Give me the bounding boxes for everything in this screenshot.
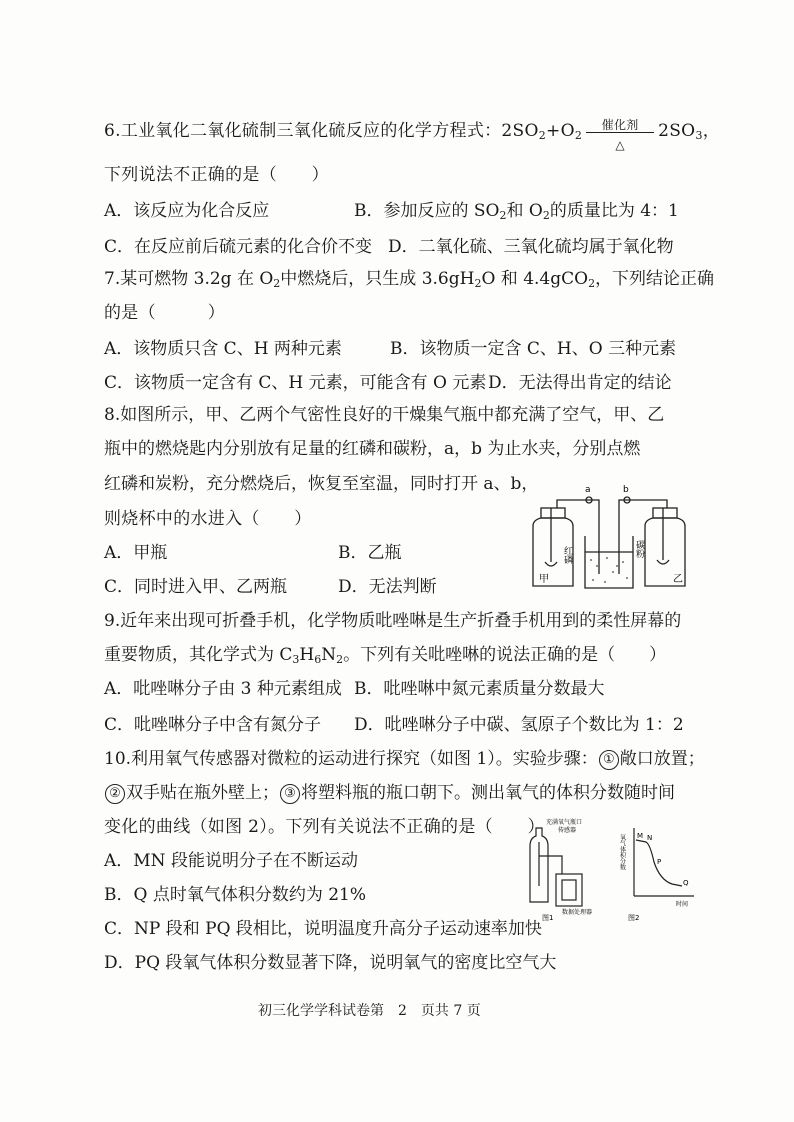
y-axis-label: 氧气体积分数 (618, 834, 626, 870)
q8-option-d: D．无法判断 (338, 577, 437, 597)
q6-option-c: C．在反应前后硫元素的化合价不变 (104, 237, 373, 257)
figure-1-caption: 图1 (542, 914, 554, 922)
q9-option-b: B．吡唑啉中氮元素质量分数最大 (354, 679, 605, 699)
q9-option-c: C．吡唑啉分子中含有氮分子 (104, 715, 322, 735)
q10-figure-1 (522, 816, 622, 924)
q10-stem-line2: ② 双手贴在瓶外壁上； ③ 将塑料瓶的瓶口朝下。测出氧气的体积分数随时间 (104, 782, 675, 804)
q7-stem: 7.某可燃物 3.2g 在 $O_2$中燃烧后，只生成 $3.6gH_2O$ 和 4.4gCO$_2$，下列结论正确 (104, 269, 715, 290)
q8-stem-line4: 则烧杯中的水进入（ ） (104, 509, 312, 529)
yi-stopper (653, 508, 677, 518)
step-3-marker: ③ (280, 784, 300, 804)
q7-option-c: C．该物质一定含有 C、H 元素，可能含有 O 元素 (104, 373, 487, 393)
q10-stem-line1: 10.利用氧气传感器对微粒的运动进行探究（如图 1）。实验步骤： ① 敞口放置； (104, 749, 705, 769)
q9-stem-line2: 重要物质，其化学式为 $C_3H_6N_2$。下列有关吡唑啉的说法正确的是（ ） (104, 645, 667, 666)
q8-option-c: C．同时进入甲、乙两瓶 (104, 577, 288, 597)
q6-option-b: B．参加反应的 $SO_2$和 $O_2$的质量比为 4：1 (354, 201, 679, 222)
reaction-condition: 催化剂 △ (584, 120, 656, 142)
q8-stem-line1: 8.如图所示，甲、乙两个气密性良好的干燥集气瓶中都充满了空气，甲、乙 (104, 405, 665, 425)
q10-option-c: C．NP 段和 PQ 段相比，说明温度升高分子运动速率加快 (104, 919, 542, 939)
point-n-label: N (647, 834, 653, 842)
q8-stem-line3: 红磷和炭粉，充分燃烧后，恢复至室温，同时打开 a、b， (104, 474, 539, 494)
yi-label: 乙 (673, 574, 683, 585)
q6-stem-line2: 下列说法不正确的是（ ） (104, 165, 329, 185)
clamp-b-label: b (623, 485, 629, 495)
step-2-marker: ② (105, 784, 125, 804)
bottle-label: 充满氧气瓶口 (546, 819, 583, 826)
q8-apparatus-figure (527, 482, 703, 594)
q7-stem-line2: 的是（ ） (104, 303, 226, 323)
clamp-a-label: a (585, 485, 591, 495)
data-processor-box (556, 874, 582, 906)
step-1-marker: ① (599, 750, 619, 770)
q9-stem-line1: 9.近年来出现可折叠手机，化学物质吡唑啉是生产折叠手机用到的柔性屏幕的 (104, 611, 682, 631)
q10-option-b: B．Q 点时氧气体积分数约为 21% (104, 885, 367, 905)
x-axis-label: 时间 (676, 901, 689, 908)
sensor-label: 传感器 (558, 827, 577, 834)
data-processor-screen (562, 880, 576, 900)
page-footer: 初三化学学科试卷第 2 页共 7 页 (258, 1003, 481, 1019)
q10-figure-2 (620, 822, 700, 924)
q8-option-a: A．甲瓶 (104, 543, 168, 563)
q10-stem-line3: 变化的曲线（如图 2）。下列有关说法不正确的是（ ） (104, 817, 545, 837)
q8-option-b: B．乙瓶 (338, 543, 402, 563)
jia-stopper (541, 508, 565, 518)
processor-label: 数据处理器 (562, 909, 593, 916)
red-phosphorus-label: 红磷 (562, 546, 572, 564)
q8-stem-line2: 瓶中的燃烧匙内分别放有足量的红磷和碳粉，a，b 为止水夹，分别点燃 (104, 439, 641, 459)
q6-option-a: A．该反应为化合反应 (104, 201, 270, 221)
sensor-cable (539, 856, 562, 874)
q7-option-a: A．该物质只含 C、H 两种元素 (104, 339, 342, 359)
point-q-label: Q (683, 879, 689, 887)
q10-option-d: D．PQ 段氧气体积分数显著下降，说明氧气的密度比空气大 (104, 953, 557, 973)
yi-spoon (657, 560, 669, 564)
q9-option-a: A．吡唑啉分子由 3 种元素组成 (104, 679, 342, 699)
point-p-label: P (657, 858, 662, 866)
point-m-label: M (637, 832, 644, 840)
figure-2-caption: 图2 (628, 914, 640, 922)
q6-option-d: D．二氧化硫、三氧化硫均属于氧化物 (388, 237, 674, 257)
carbon-powder-label: 碳粉 (634, 540, 644, 558)
q7-option-d: D．无法得出肯定的结论 (488, 373, 672, 393)
jia-label: 甲 (539, 574, 549, 585)
q9-option-d: D．吡唑啉分子中碳、氢原子个数比为 1：2 (354, 715, 684, 735)
q7-option-b: B．该物质一定含 C、H、O 三种元素 (390, 339, 677, 359)
q10-option-a: A．MN 段能说明分子在不断运动 (104, 851, 358, 871)
q6-stem: 6.工业氧化二氧化硫制三氧化硫反应的化学方程式：$2SO_2+O_2$ 催化剂 △ $2SO_3$， (104, 118, 721, 152)
jia-spoon (545, 562, 557, 566)
